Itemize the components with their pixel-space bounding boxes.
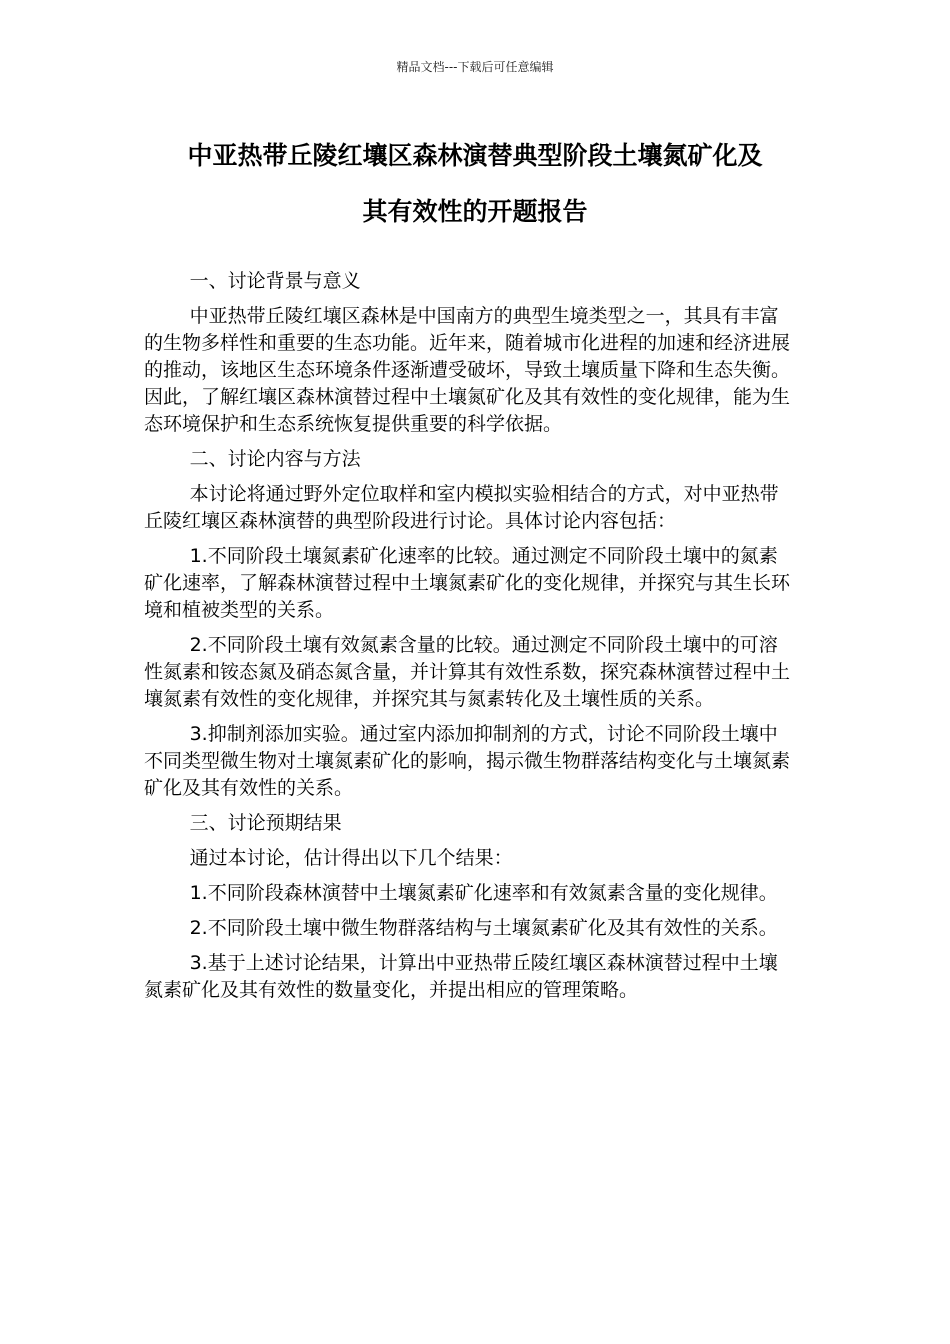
section-heading-content-methods: 二、讨论内容与方法 (189, 448, 361, 470)
paragraph-result-3: 3.基于上述讨论结果，计算出中亚热带丘陵红壤区森林演替过程中土壤氮素矿化及其有效性的数量变化，并提出相应的管理策略。 (144, 952, 778, 1001)
paragraph-results-intro: 通过本讨论，估计得出以下几个结果： (189, 847, 513, 869)
paragraph-result-1: 1.不同阶段森林演替中土壤氮素矿化速率和有效氮素含量的变化规律。 (189, 882, 778, 904)
paragraph-result-2: 2.不同阶段土壤中微生物群落结构与土壤氮素矿化及其有效性的关系。 (189, 917, 778, 939)
paragraph-background: 中亚热带丘陵红壤区森林是中国南方的典型生境类型之一，其具有丰富的生物多样性和重要的生态功能。近年来，随着城市化进程的加速和经济进展的推动，该地区生态环境条件逐渐遭受破坏，导致土壤质量下降和生态失衡。因此，了解红壤区森林演替过程中土壤氮矿化及其有效性的变化规律，能为生态环境保护和生态系统恢复提供重要的科学依据。 (144, 305, 791, 435)
section-heading-background: 一、讨论背景与意义 (189, 270, 361, 292)
paragraph-methods-intro: 本讨论将通过野外定位取样和室内模拟实验相结合的方式，对中亚热带丘陵红壤区森林演替的典型阶段进行讨论。具体讨论内容包括： (144, 483, 779, 532)
title-line-1: 中亚热带丘陵红壤区森林演替典型阶段土壤氮矿化及 (187, 141, 763, 170)
document-title (140, 128, 810, 240)
paragraph-method-1: 1.不同阶段土壤氮素矿化速率的比较。通过测定不同阶段土壤中的氮素矿化速率，了解森林演替过程中土壤氮素矿化的变化规律，并探究与其生长环境和植被类型的关系。 (144, 545, 791, 621)
paragraph-method-3: 3.抑制剂添加实验。通过室内添加抑制剂的方式，讨论不同阶段土壤中不同类型微生物对土壤氮素矿化的影响，揭示微生物群落结构变化与土壤氮素矿化及其有效性的关系。 (144, 723, 791, 799)
section-heading-expected-results: 三、讨论预期结果 (189, 812, 342, 834)
document-body (144, 268, 794, 1012)
paragraph-method-2: 2.不同阶段土壤有效氮素含量的比较。通过测定不同阶段土壤中的可溶性氮素和铵态氮及硝态氮含量，并计算其有效性系数，探究森林演替过程中土壤氮素有效性的变化规律，并探究其与氮素转化及土壤性质的关系。 (144, 634, 791, 710)
title-line-2: 其有效性的开题报告 (362, 197, 588, 226)
page-header: 精品文档---下载后可任意编辑 (396, 60, 554, 74)
